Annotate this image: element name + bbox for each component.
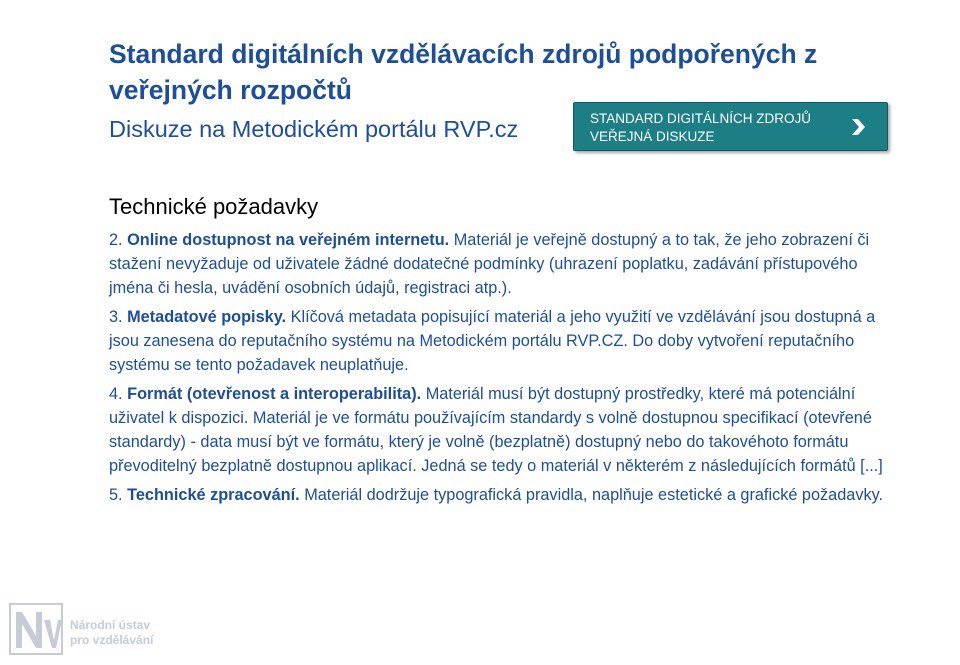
requirement-item-2 bbox=[109, 228, 899, 300]
nuv-logo-icon bbox=[8, 600, 66, 658]
requirement-label: Online dostupnost na veřejném internetu. bbox=[127, 231, 450, 249]
banner-line-2: VEŘEJNÁ DISKUZE bbox=[590, 129, 715, 144]
requirement-number: 5. bbox=[109, 486, 123, 504]
discussion-banner-link[interactable] bbox=[573, 102, 888, 151]
banner-line-1: STANDARD DIGITÁLNÍCH ZDROJŮ bbox=[590, 111, 812, 126]
requirement-number: 2. bbox=[109, 231, 123, 249]
requirement-number: 4. bbox=[109, 385, 123, 403]
requirement-item-5 bbox=[109, 483, 899, 507]
requirement-label: Metadatové popisky. bbox=[127, 308, 287, 326]
requirement-item-3 bbox=[109, 305, 899, 377]
slide-subtitle: Diskuze na Metodickém portálu RVP.cz bbox=[109, 116, 519, 142]
section-heading: Technické požadavky bbox=[109, 194, 319, 219]
requirement-label: Formát (otevřenost a interoperabilita). bbox=[127, 385, 422, 403]
logo-line-1: Národní ústav bbox=[70, 618, 151, 632]
requirement-label: Technické zpracování. bbox=[127, 486, 300, 504]
requirement-item-4 bbox=[109, 382, 899, 478]
requirement-text: Materiál musí být dostupný prostředky, které má potenciální uživatel k dispozici. Materiál je ve formátu používajícím standardy s volně dostupnou specifikací (otevřené standardy) - data musí být ve formátu, který je volně (bezplatně) dostupný nebo do takovéhoto formátu převoditelný bezplatně dostupnou aplikací. Jedná se tedy o materiál v některém z následujících formátů [...] bbox=[109, 385, 883, 475]
institution-logo bbox=[8, 600, 168, 658]
requirements-list bbox=[109, 228, 899, 512]
requirement-text: Klíčová metadata popisující materiál a jeho využití ve vzdělávání jsou dostupná a jsou zanesena do reputačního systému na Metodickém portálu RVP.CZ. Do doby vytvoření reputačního systému se tento požadavek neuplatňuje. bbox=[109, 308, 876, 374]
requirement-text: Materiál dodržuje typografická pravidla, naplňuje estetické a grafické požadavky. bbox=[304, 486, 884, 504]
requirement-number: 3. bbox=[109, 308, 123, 326]
arrow-right-icon bbox=[847, 116, 869, 138]
requirement-text: Materiál je veřejně dostupný a to tak, že jeho zobrazení či stažení nevyžaduje od uživatele žádné dodatečné podmínky (uhrazení poplatku, zadávání přístupového jména či hesla, uvádění osobních údajů, registraci atp.). bbox=[109, 231, 870, 297]
slide-title: Standard digitálních vzdělávacích zdrojů podpořených z veřejných rozpočtů bbox=[109, 39, 818, 105]
logo-line-2: pro vzdělávání bbox=[70, 633, 154, 647]
